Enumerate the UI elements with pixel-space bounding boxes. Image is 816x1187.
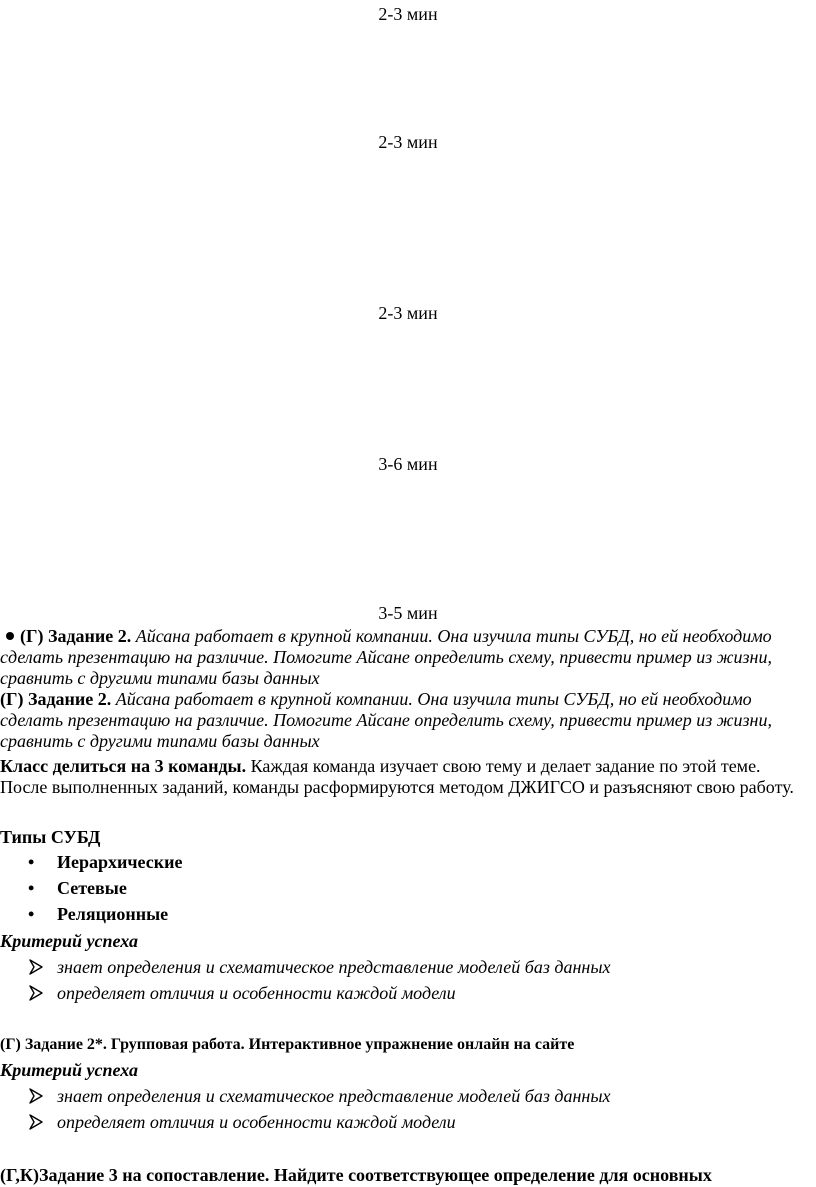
bullet-icon: • [28, 904, 35, 924]
arrow-bullet-icon [28, 959, 44, 975]
time-label: 2-3 мин [378, 4, 438, 24]
time-label: 3-6 мин [378, 454, 438, 474]
bullet-icon: • [28, 852, 35, 872]
dbms-types-title: Типы СУБД [0, 827, 101, 847]
dbms-type-label: Иерархические [57, 852, 183, 872]
criteria-item-text: знает определения и схематическое представление моделей баз данных [57, 957, 611, 977]
task2-text: Айсана работает в крупной компании. Она изучила типы СУБД, но ей необходимо сделать презентацию на различие. Помогите Айсане определить схему, привести пример из жизни, сравнить с другими типами базы данных [0, 689, 772, 751]
task2star-heading: (Г) Задание 2*. Групповая работа. Интерактивное упражнение онлайн на сайте [0, 1036, 575, 1053]
criteria-item-text: определяет отличия и особенности каждой модели [57, 1112, 456, 1132]
arrow-bullet-icon [28, 1088, 44, 1104]
task2-label: (Г) Задание 2. [0, 689, 112, 709]
dbms-type-label: Реляционные [57, 904, 169, 924]
bullet-dot-icon [6, 632, 14, 640]
bullet-icon: • [28, 878, 35, 898]
task2-bullet-label: (Г) Задание 2. [20, 626, 132, 646]
time-label: 2-3 мин [378, 303, 438, 323]
class-split-text: Каждая команда изучает свою тему и делает задание по этой теме. После выполненных заданий, команды расформируются методом ДЖИГСО и разъясняют свою работу. [0, 756, 794, 797]
dbms-type-label: Сетевые [57, 878, 127, 898]
task2-bullet-text: Айсана работает в крупной компании. Она изучила типы СУБД, но ей необходимо сделать презентацию на различие. Помогите Айсане определить схему, привести пример из жизни, сравнить с другими типами базы данных [0, 626, 772, 688]
criteria-item-text: определяет отличия и особенности каждой модели [57, 983, 456, 1003]
task2-paragraph [0, 689, 806, 752]
time-label: 2-3 мин [378, 132, 438, 152]
class-split-paragraph [0, 756, 806, 798]
task2-bullet-paragraph [0, 626, 806, 689]
class-split-label: Класс делиться на 3 команды. [0, 756, 247, 776]
criteria-title: Критерий успеха [0, 1060, 138, 1080]
criteria-title: Критерий успеха [0, 931, 138, 951]
criteria-item-text: знает определения и схематическое представление моделей баз данных [57, 1086, 611, 1106]
arrow-bullet-icon [28, 1114, 44, 1130]
arrow-bullet-icon [28, 985, 44, 1001]
task3-heading: (Г,К)Задание 3 на сопоставление. Найдите соответствующее определение для основных [0, 1165, 712, 1185]
time-label: 3-5 мин [378, 603, 438, 623]
